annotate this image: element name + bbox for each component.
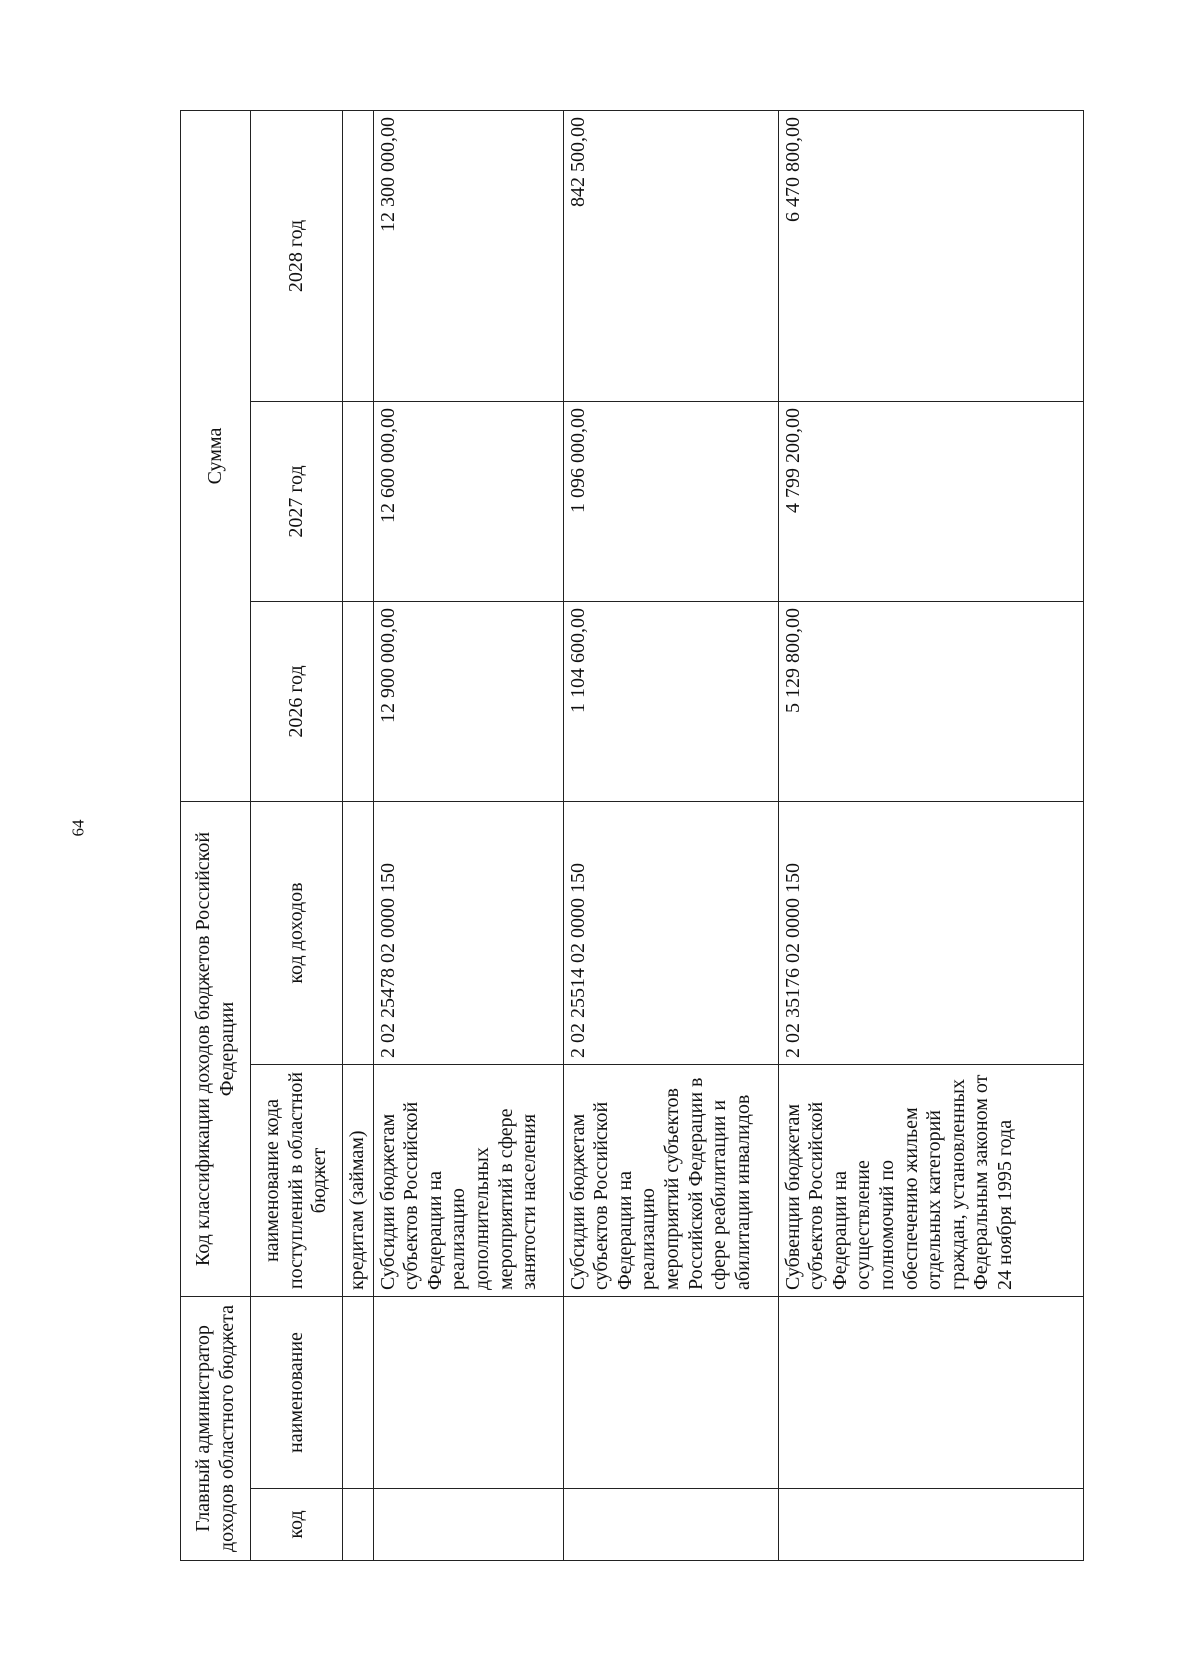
cell-2027 bbox=[343, 402, 374, 602]
header-name: наименование bbox=[251, 1297, 343, 1489]
cell-2026: 12 900 000,00 bbox=[373, 602, 563, 802]
cell-receipt-name: Субвенции бюджетам субъектов Российской Федерации на осуществление полномочий по обеспечению жильем отдельных категорий граждан, установленных Федеральным законом от 24 ноября 1995 года bbox=[778, 1065, 1083, 1297]
cell-admin-code bbox=[563, 1489, 778, 1561]
cell-2026: 1 104 600,00 bbox=[563, 602, 778, 802]
header-admin-group: Главный администратор доходов областного бюджета bbox=[181, 1297, 251, 1561]
cell-receipt-name: кредитам (займам) bbox=[343, 1065, 374, 1297]
header-sum-group: Сумма bbox=[181, 110, 251, 801]
cell-2026: 5 129 800,00 bbox=[778, 602, 1083, 802]
table-row bbox=[343, 110, 374, 1560]
cell-income-code: 2 02 25478 02 0000 150 bbox=[373, 802, 563, 1065]
cell-admin-name bbox=[373, 1297, 563, 1489]
cell-2027: 1 096 000,00 bbox=[563, 402, 778, 602]
cell-admin-name bbox=[343, 1297, 374, 1489]
header-income-code: код доходов bbox=[251, 802, 343, 1065]
cell-admin-code bbox=[373, 1489, 563, 1561]
table-row bbox=[778, 110, 1083, 1560]
header-receipt-name: наименование кода поступлений в областной бюджет bbox=[251, 1065, 343, 1297]
cell-2028: 842 500,00 bbox=[563, 110, 778, 401]
cell-admin-code bbox=[778, 1489, 1083, 1561]
cell-2027: 4 799 200,00 bbox=[778, 402, 1083, 602]
cell-admin-code bbox=[343, 1489, 374, 1561]
header-classification-group: Код классификации доходов бюджетов Российской Федерации bbox=[181, 802, 251, 1297]
cell-2027: 12 600 000,00 bbox=[373, 402, 563, 602]
cell-admin-name bbox=[778, 1297, 1083, 1489]
cell-admin-name bbox=[563, 1297, 778, 1489]
page-number: 64 bbox=[68, 819, 88, 837]
cell-2028: 6 470 800,00 bbox=[778, 110, 1083, 401]
cell-2028: 12 300 000,00 bbox=[373, 110, 563, 401]
table-row bbox=[373, 110, 563, 1560]
cell-income-code: 2 02 35176 02 0000 150 bbox=[778, 802, 1083, 1065]
rotated-table-sheet bbox=[180, 111, 1130, 1561]
cell-income-code bbox=[343, 802, 374, 1065]
table-row bbox=[563, 110, 778, 1560]
cell-receipt-name: Субсидии бюджетам субъектов Российской Федерации на реализацию мероприятий субъектов Российской Федерации в сфере реабилитации и абилитации инвалидов bbox=[563, 1065, 778, 1297]
header-year-2027: 2027 год bbox=[251, 402, 343, 602]
budget-income-table bbox=[180, 110, 1084, 1561]
header-year-2028: 2028 год bbox=[251, 110, 343, 401]
cell-2028 bbox=[343, 110, 374, 401]
cell-income-code: 2 02 25514 02 0000 150 bbox=[563, 802, 778, 1065]
header-code: код bbox=[251, 1489, 343, 1561]
header-year-2026: 2026 год bbox=[251, 602, 343, 802]
cell-receipt-name: Субсидии бюджетам субъектов Российской Федерации на реализацию дополнительных мероприятий в сфере занятости населения bbox=[373, 1065, 563, 1297]
cell-2026 bbox=[343, 602, 374, 802]
